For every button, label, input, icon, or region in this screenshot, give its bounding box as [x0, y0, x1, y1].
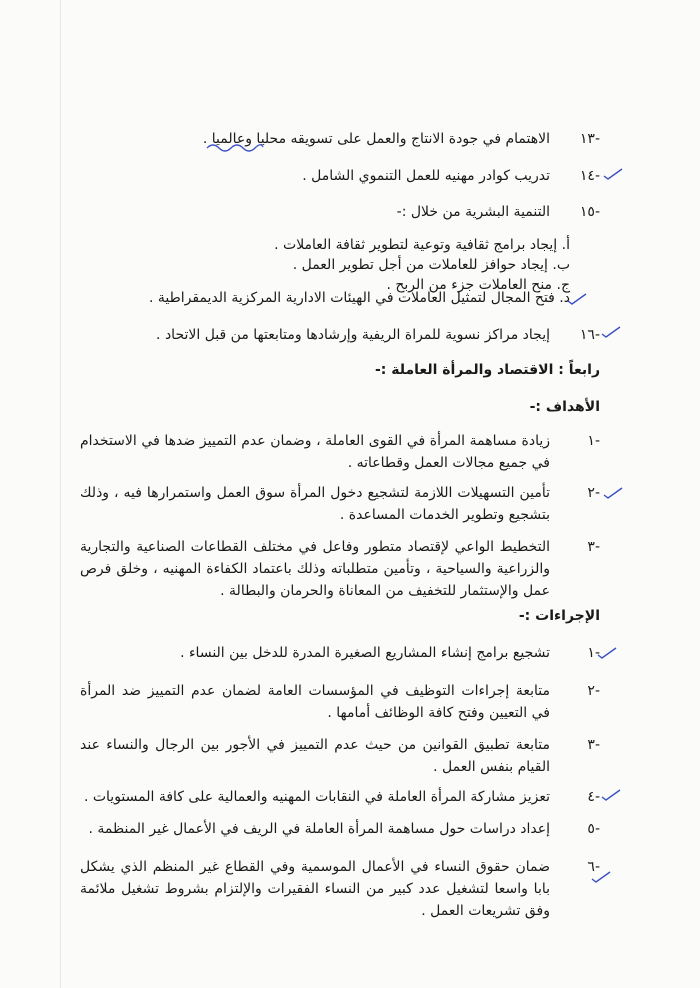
checkmark-icon	[602, 486, 624, 500]
procedure-1-number: -١	[587, 645, 600, 661]
page-edge-shadow	[60, 0, 61, 988]
procedure-4-text: تعزيز مشاركة المرأة العاملة في النقابات المهنيه والعمالية على كافة المستويات .	[83, 789, 550, 805]
checkmark-icon	[566, 292, 588, 306]
procedure-4-number: -٤	[587, 789, 600, 805]
section-title: رابعاً : الاقتصاد والمرأة العاملة :-	[375, 362, 600, 378]
procedure-1-text: تشجيع برامج إنشاء المشاريع الصغيرة المدرة للدخل بين النساء .	[180, 645, 550, 661]
checkmark-icon	[600, 325, 622, 339]
procedure-5-number: -٥	[587, 821, 600, 837]
sub-item-d: د. فتح المجال لتمثيل العاملات في الهيئات الادارية المركزية الديمقراطية .	[148, 290, 570, 306]
item-16-text: إيجاد مراكز نسوية للمراة الريفية وإرشادها ومتابعتها من قبل الاتحاد .	[156, 327, 550, 343]
procedures-title: الإجراءات :-	[518, 608, 600, 624]
item-14-number: -١٤	[579, 168, 600, 184]
procedure-3-text: متابعة تطبيق القوانين من حيث عدم التمييز في الأجور بين الرجال والنساء عند القيام بنفس العمل .	[80, 737, 550, 775]
underline-squiggle-icon	[205, 140, 265, 154]
sub-item-b: ب. إيجاد حوافز للعاملات من أجل تطوير العمل .	[292, 257, 570, 273]
checkmark-icon	[602, 167, 624, 181]
goals-title: الأهداف :-	[529, 399, 600, 415]
checkmark-icon	[590, 870, 612, 884]
sub-item-a: أ. إيجاد برامج ثقافية وتوعية لتطوير ثقافة العاملات .	[274, 237, 570, 253]
item-13-number: -١٣	[579, 131, 600, 147]
procedure-2-number: -٢	[587, 683, 600, 699]
goal-3-number: -٣	[587, 539, 600, 555]
procedure-5-text: إعداد دراسات حول مساهمة المرأة العاملة في الريف في الأعمال غير المنظمة .	[88, 821, 550, 837]
goal-3-text: التخطيط الواعي لإقتصاد متطور وفاعل في مختلف القطاعات الصناعية والتجارية والزراعية والسياحية ، وتأمين متطلباته وذلك باعتماد الكفاءة المهنيه ، وخلق فرص عمل والإستثمار للتخفيف من المعاناة والحرمان والبطالة .	[80, 539, 550, 599]
goal-1-text: زيادة مساهمة المرأة في القوى العاملة ، وضمان عدم التمييز ضدها في الاستخدام في جميع مجالات العمل وقطاعاته .	[80, 433, 550, 471]
procedure-6-text: ضمان حقوق النساء في الأعمال الموسمية وفي القطاع غير المنظم الذي يشكل بابا واسعا لتشغيل عدد كبير من النساء الفقيرات والإلتزام بشروط تشغيل ملائمة وفق تشريعات العمل .	[80, 859, 550, 919]
item-15-number: -١٥	[579, 204, 600, 220]
procedure-3-number: -٣	[587, 737, 600, 753]
sub-item-c: ج. منح العاملات جزء من الربح .	[386, 277, 570, 293]
checkmark-icon	[600, 788, 622, 802]
item-16-number: -١٦	[579, 327, 600, 343]
item-14-text: تدريب كوادر مهنيه للعمل التنموي الشامل .	[302, 168, 550, 184]
goal-2-text: تأمين التسهيلات اللازمة لتشجيع دخول المرأة سوق العمل واستمرارها فيه ، وذلك بتشجيع وتطوير الخدمات المساعدة .	[80, 485, 550, 523]
item-15-text: التنمية البشرية من خلال :-	[396, 204, 550, 220]
goal-1-number: -١	[587, 433, 600, 449]
item-13-text: الاهتمام في جودة الانتاج والعمل على تسويقه محليا وعالميا .	[202, 131, 550, 147]
procedure-2-text: متابعة إجراءات التوظيف في المؤسسات العامة لضمان عدم التمييز ضد المرأة في التعيين وفتح كافة الوظائف أمامها .	[80, 683, 550, 721]
goal-2-number: -٢	[587, 485, 600, 501]
checkmark-icon	[596, 646, 618, 660]
procedure-6-number: -٦	[587, 859, 600, 875]
